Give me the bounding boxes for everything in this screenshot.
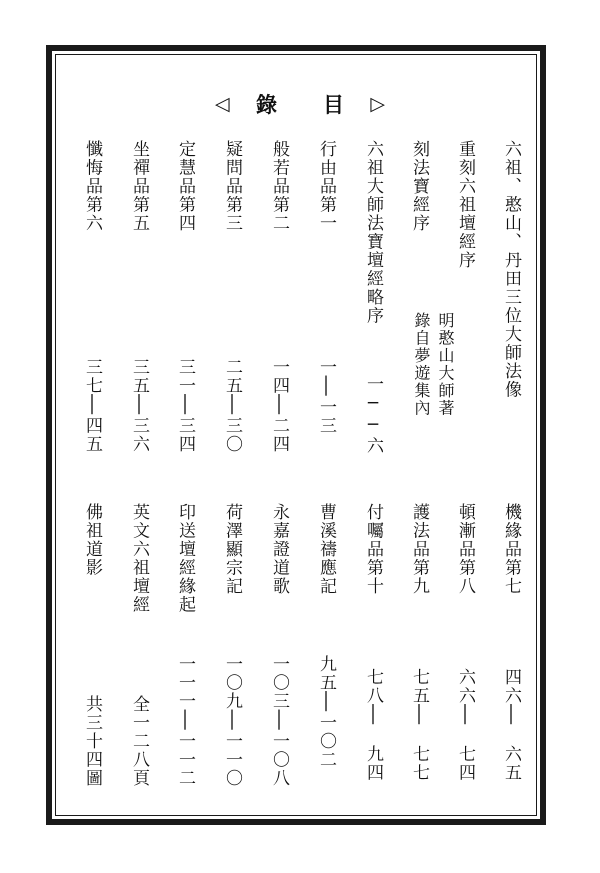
toc-entry-title: 印送壇經緣起: [175, 503, 195, 614]
toc-entry-title: 頓漸品第八: [455, 503, 475, 596]
toc-entry-pages: 三五│三六: [129, 358, 149, 454]
toc-entry-pages: 三一│三四: [175, 358, 195, 454]
toc-entry-title: 英文六祖壇經: [129, 503, 149, 614]
toc-entry-title: 重刻六祖壇經序: [455, 140, 475, 270]
toc-entry-pages: 四六│ 六五: [501, 668, 521, 782]
toc-entry-title: 六祖、憨山、丹田三位大師法像: [501, 140, 521, 399]
toc-entry-title: 佛祖道影: [82, 503, 102, 577]
triangle-right-icon: ▷: [370, 93, 385, 115]
toc-entry-pages: 一〇九│一一〇: [222, 655, 242, 788]
toc-entry-pages: 全一二八頁: [129, 695, 149, 788]
toc-entry-pages: 七五│ 七七: [409, 668, 429, 782]
toc-entry-pages: 一一一│一一二: [175, 655, 195, 788]
toc-entry-title: 定慧品第四: [175, 140, 195, 233]
toc-entry-title: 刻法寶經序: [409, 140, 429, 233]
toc-entry-title: 般若品第二: [269, 140, 289, 233]
toc-entry-title: 永嘉證道歌: [269, 503, 289, 596]
title-char-right: 目: [323, 92, 344, 117]
toc-entry-title: 行由品第一: [316, 140, 336, 233]
toc-entry-title: 坐禪品第五: [129, 140, 149, 233]
title-char-left: 錄: [256, 92, 277, 117]
toc-entry-pages: 二五│三〇: [222, 358, 242, 454]
toc-entry-pages: 三七│四五: [82, 358, 102, 454]
toc-title: [215, 92, 385, 116]
toc-entry-title: 曹溪禱應記: [316, 503, 336, 596]
toc-entry-title: 疑問品第三: [222, 140, 242, 233]
toc-entry-title: 護法品第九: [409, 503, 429, 596]
toc-entry-pages: 共三十四圖: [82, 695, 102, 788]
toc-entry-pages: 一│一三: [316, 358, 336, 435]
toc-entry-pages: 一〇三│一〇八: [269, 655, 289, 788]
author-note: 錄自夢遊集內: [412, 312, 431, 417]
toc-entry-title: 付囑品第十: [363, 503, 383, 596]
triangle-left-icon: ◁: [215, 93, 230, 115]
toc-entry-pages: 六六│ 七四: [455, 668, 475, 782]
author-note: 明憨山大師著: [436, 312, 455, 417]
toc-entry-pages: 九五│一〇二: [316, 655, 336, 769]
toc-entry-title: 機緣品第七: [501, 503, 521, 596]
toc-entry-title: 懺悔品第六: [82, 140, 102, 233]
toc-entry-pages: 一四│二四: [269, 358, 289, 454]
toc-entry-pages: 一──六: [363, 375, 383, 455]
toc-entry-title: 六祖大師法寶壇經略序: [363, 140, 383, 325]
toc-entry-pages: 七八│ 九四: [363, 668, 383, 782]
toc-entry-title: 荷澤顯宗記: [222, 503, 242, 596]
